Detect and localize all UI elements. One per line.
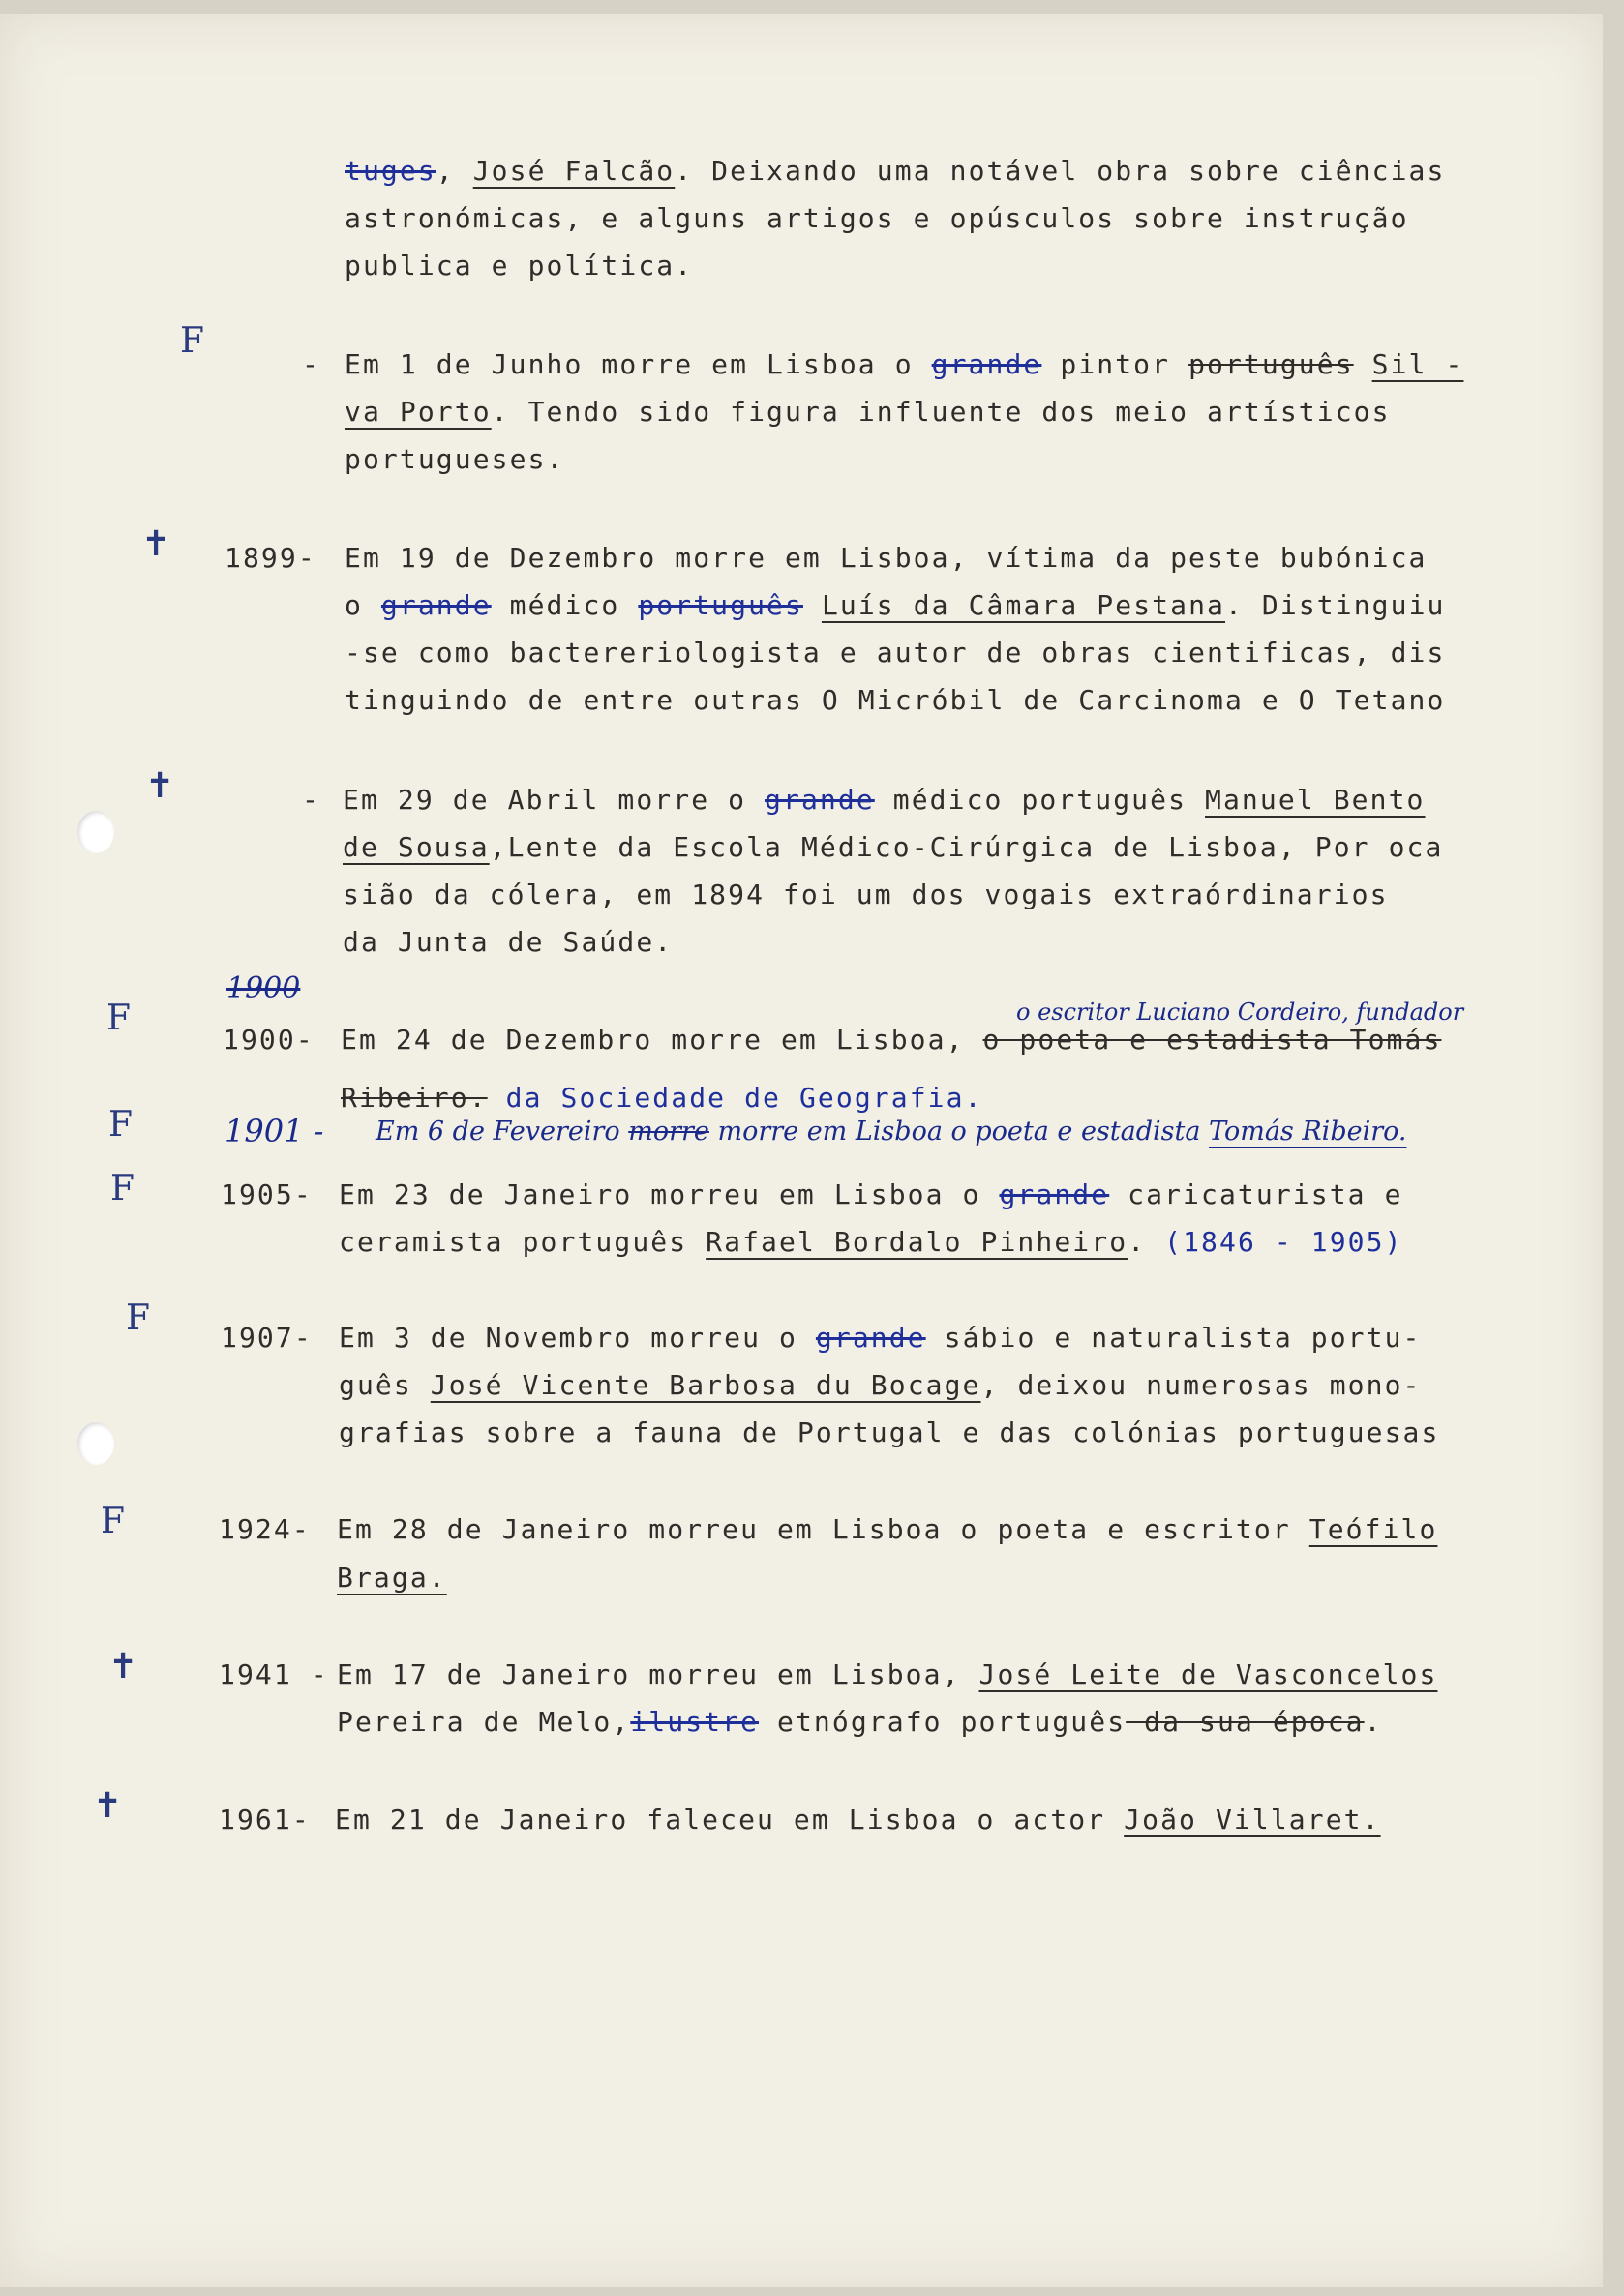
text-segment: tuges [345,155,436,187]
margin-mark: F [106,999,131,1038]
text-segment: va Porto [345,396,492,428]
year-label: 1907- [221,1322,313,1354]
text-line [345,684,1445,716]
text-line [339,1178,1403,1210]
year-label: - [302,348,320,380]
text-segment: etnógrafo português [759,1706,1127,1738]
handwritten-insertion: o escritor Luciano Cordeiro, fundador [1016,999,1464,1026]
text-segment: José Leite de Vasconcelos [978,1658,1438,1690]
text-line [345,396,1391,428]
text-line [339,1322,1422,1354]
text-line [337,1706,1383,1738]
year-label: 1901 - [225,1113,324,1149]
text-line [345,637,1445,669]
text-segment: Em 17 de Janeiro morreu em Lisboa, [337,1658,979,1690]
margin-mark: ✝ [108,1647,138,1686]
text-segment: Em 24 de Dezembro morre em Lisboa, [341,1024,983,1056]
text-segment: astronómicas, e alguns artigos e opúsculos sobre instrução [345,202,1409,234]
text-segment: publica e política. [345,250,694,282]
text-segment: João Villaret. [1124,1804,1381,1835]
text-segment: Manuel Bento [1205,784,1426,816]
text-segment: Sil - [1371,348,1464,380]
text-line [337,1562,447,1594]
text-segment: Rafael Bordalo Pinheiro [706,1226,1128,1258]
text-line [335,1804,1381,1835]
text-segment [803,589,822,621]
punch-hole [77,811,114,853]
typewritten-page [0,14,1603,2287]
text-segment: português [1188,348,1354,380]
text-segment: Teófilo [1308,1513,1438,1545]
margin-scribble: 1900 [226,971,301,1005]
text-segment: ceramista português [339,1226,707,1258]
text-segment: morre em Lisboa o poeta e estadista [708,1117,1210,1147]
text-segment: . Distinguiu [1225,589,1446,621]
text-segment: guês [339,1369,431,1401]
text-segment: grande [931,348,1042,380]
text-line [343,831,1443,863]
text-segment: Em 21 de Janeiro faleceu em Lisboa o actor [335,1804,1125,1835]
text-line [345,155,1445,187]
text-line [343,784,1426,816]
text-line [341,1082,983,1114]
margin-mark: F [126,1298,150,1338]
text-segment: de Sousa [343,831,490,863]
text-segment: morre [628,1117,709,1147]
text-segment: pintor [1041,348,1189,380]
text-segment: Em 6 de Fevereiro [376,1117,629,1147]
text-segment: sábio e naturalista portu- [925,1322,1422,1354]
text-segment: . [1364,1706,1383,1738]
year-label: - [302,784,320,816]
text-line [345,542,1428,574]
text-segment: . Tendo sido figura influente dos meio artísticos [491,396,1391,428]
margin-mark: ✝ [145,766,175,806]
text-segment: grande [380,589,492,621]
text-line [343,926,673,958]
margin-mark: ✝ [141,524,171,564]
text-segment: grande [815,1322,926,1354]
margin-mark: F [101,1502,125,1541]
text-line [376,1117,1407,1147]
text-segment: , [436,155,473,187]
text-line [337,1658,1437,1690]
text-segment: português [638,589,803,621]
text-segment: Tomás Ribeiro. [1209,1117,1407,1147]
text-segment: . [1128,1226,1165,1258]
text-segment: da Sociedade de Geografia. [487,1082,983,1114]
text-line [345,589,1446,621]
text-segment: Luís da Câmara Pestana [821,589,1226,621]
margin-mark: F [108,1105,133,1145]
text-segment: grande [765,784,875,816]
text-segment: -se como bactereriologista e autor de obras cientificas, dis [345,637,1446,669]
text-segment: José Falcão [472,155,676,187]
text-segment: sião da cólera, em 1894 foi um dos vogais extraórdinarios [343,879,1389,910]
text-segment: Em 19 de Dezembro morre em Lisboa, vítima da peste bubónica [345,542,1428,574]
text-line [341,1024,1441,1056]
margin-mark: F [110,1169,135,1208]
text-segment: médico [491,589,639,621]
year-label: 1899- [225,542,316,574]
text-line [345,348,1463,380]
text-line [339,1369,1422,1401]
text-segment: da Junta de Saúde. [343,926,674,958]
text-segment: Ribeiro. [341,1082,488,1114]
text-segment: portugueses. [345,443,565,475]
text-segment: José Vicente Barbosa du Bocage [430,1369,981,1401]
year-label: 1961- [219,1804,311,1835]
year-label: 1941 - [219,1658,329,1690]
text-line [345,443,565,475]
text-segment: , deixou numerosas mono- [980,1369,1422,1401]
text-segment: Em 29 de Abril morre o [343,784,766,816]
text-segment: Em 1 de Junho morre em Lisboa o [345,348,932,380]
text-line [345,202,1409,234]
text-segment: Braga. [337,1562,447,1594]
text-line [345,250,693,282]
text-line [343,879,1389,910]
text-segment: Pereira de Melo, [337,1706,631,1738]
year-label: 1900- [223,1024,315,1056]
margin-mark: F [180,321,204,361]
text-line [337,1513,1437,1545]
text-segment: Em 3 de Novembro morreu o [339,1322,816,1354]
text-segment: (1846 - 1905) [1164,1226,1403,1258]
margin-mark: ✝ [93,1786,123,1826]
punch-hole [77,1422,114,1465]
text-segment: . Deixando uma notável obra sobre ciências [675,155,1446,187]
text-segment: caricaturista e [1109,1178,1403,1210]
text-segment: tinguindo de entre outras O Micróbil de Carcinoma e O Tetano [345,684,1446,716]
text-line [339,1416,1439,1448]
text-segment: o poeta e estadista Tomás [982,1024,1442,1056]
text-segment: grande [999,1178,1110,1210]
text-line [339,1226,1403,1258]
text-segment: Em 28 de Janeiro morreu em Lisboa o poeta e escritor [337,1513,1309,1545]
text-segment: ,Lente da Escola Médico-Cirúrgica de Lisboa, Por oca [489,831,1444,863]
text-segment: o [345,589,381,621]
text-segment: grafias sobre a fauna de Portugal e das colónias portuguesas [339,1416,1440,1448]
text-segment: Em 23 de Janeiro morreu em Lisboa o [339,1178,1000,1210]
text-segment [1354,348,1372,380]
year-label: 1905- [221,1178,313,1210]
year-label: 1924- [219,1513,311,1545]
text-segment: médico português [874,784,1206,816]
text-segment: da sua época [1126,1706,1365,1738]
text-segment: ilustre [630,1706,760,1738]
